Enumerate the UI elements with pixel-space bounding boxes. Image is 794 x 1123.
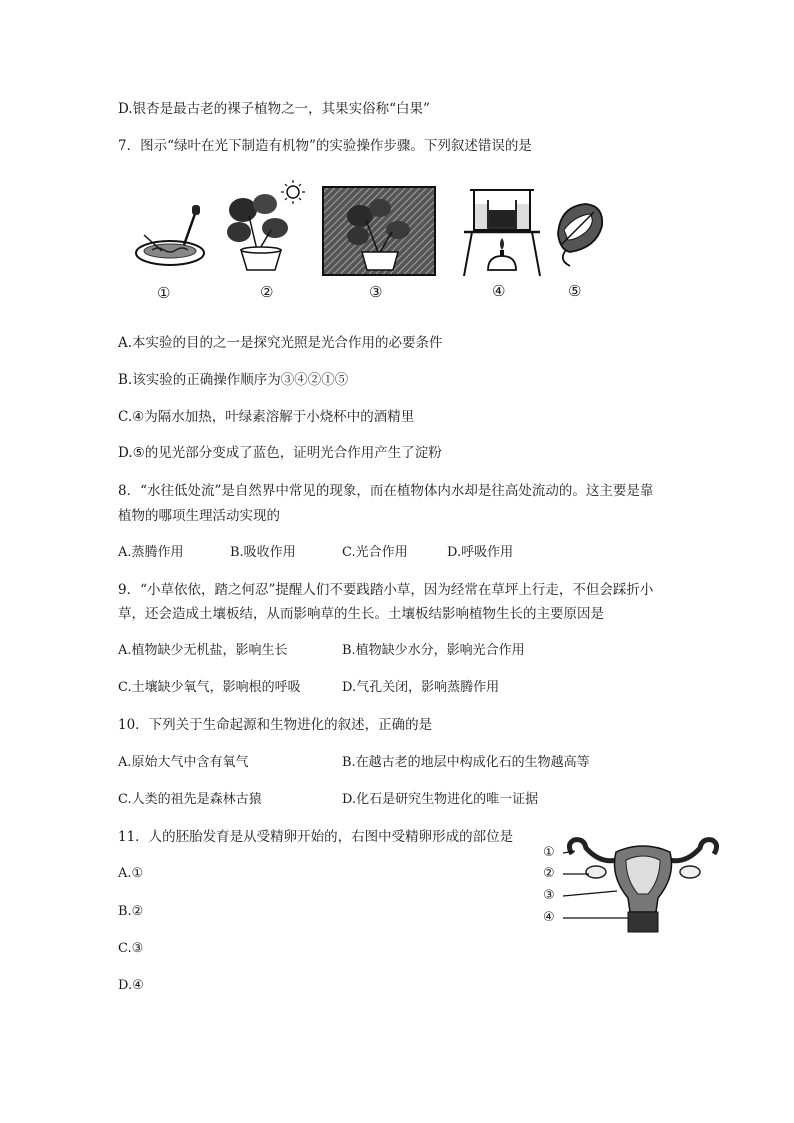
q8-option-d: D.呼吸作用	[447, 545, 514, 560]
figure-label-4: ④	[492, 282, 506, 300]
callout-4: ④	[543, 910, 555, 925]
callout-2: ②	[543, 866, 555, 881]
q11-option-b: B.②	[118, 904, 144, 919]
q8-option-a: A.蒸腾作用	[118, 545, 184, 560]
q8-stem-line2: 植物的哪项生理活动实现的	[118, 508, 280, 524]
q8-option-b: B.吸收作用	[230, 545, 296, 560]
water-bath-heating-illustration	[460, 186, 544, 278]
q7-option-c: C.④为隔水加热，叶绿素溶解于小烧杯中的酒精里	[118, 409, 415, 425]
q11-option-d: D.④	[118, 978, 144, 993]
q7-option-d: D.⑤的见光部分变成了蓝色，证明光合作用产生了淀粉	[118, 445, 442, 461]
potted-plant-in-sunlight-illustration	[225, 180, 315, 272]
q7-stem: 7．图示“绿叶在光下制造有机物”的实验操作步骤。下列叙述错误的是	[118, 138, 532, 154]
q10-option-a: A.原始大气中含有氧气	[118, 755, 249, 770]
q11-option-a: A.①	[118, 866, 144, 881]
q9-option-c: C.土壤缺少氧气，影响根的呼吸	[118, 680, 301, 695]
figure-label-3: ③	[369, 283, 383, 301]
q7-option-a: A.本实验的目的之一是探究光照是光合作用的必要条件	[118, 335, 443, 351]
q9-option-b: B.植物缺少水分，影响光合作用	[342, 643, 525, 658]
petri-dish-dropper-illustration	[132, 205, 212, 270]
plant-in-dark-box-illustration	[322, 186, 436, 276]
q11-option-c: C.③	[118, 941, 144, 956]
q11-stem: 11．人的胚胎发育是从受精卵开始的，右图中受精卵形成的部位是	[118, 829, 514, 845]
stained-leaf-illustration	[550, 200, 608, 268]
callout-1: ①	[543, 845, 555, 860]
q10-option-d: D.化石是研究生物进化的唯一证据	[342, 792, 539, 807]
callout-3: ③	[543, 888, 555, 903]
q10-option-c: C.人类的祖先是森林古猿	[118, 792, 262, 807]
figure-label-1: ①	[157, 284, 171, 302]
figure-label-5: ⑤	[568, 282, 582, 300]
q8-stem-line1: 8．“水往低处流”是自然界中常见的现象，而在植物体内水却是往高处流动的。这主要是靠	[118, 483, 654, 499]
q6-option-d: D.银杏是最古老的裸子植物之一，其果实俗称“白果”	[118, 101, 430, 117]
figure-label-2: ②	[260, 283, 274, 301]
q10-option-b: B.在越古老的地层中构成化石的生物越高等	[342, 755, 590, 770]
q9-stem-line1: 9．“小草依依，踏之何忍”提醒人们不要践踏小草，因为经常在草坪上行走，不但会踩折小	[118, 582, 654, 598]
q9-option-d: D.气孔关闭，影响蒸腾作用	[342, 680, 500, 695]
q9-stem-line2: 草，还会造成土壤板结，从而影响草的生长。土壤板结影响植物生长的主要原因是	[118, 606, 604, 622]
q10-stem: 10．下列关于生命起源和生物进化的叙述，正确的是	[118, 717, 433, 733]
callout-leader-lines	[557, 845, 637, 925]
q7-option-b: B.该实验的正确操作顺序为③④②①⑤	[118, 372, 349, 388]
q8-option-c: C.光合作用	[342, 545, 408, 560]
q9-option-a: A.植物缺少无机盐，影响生长	[118, 643, 288, 658]
